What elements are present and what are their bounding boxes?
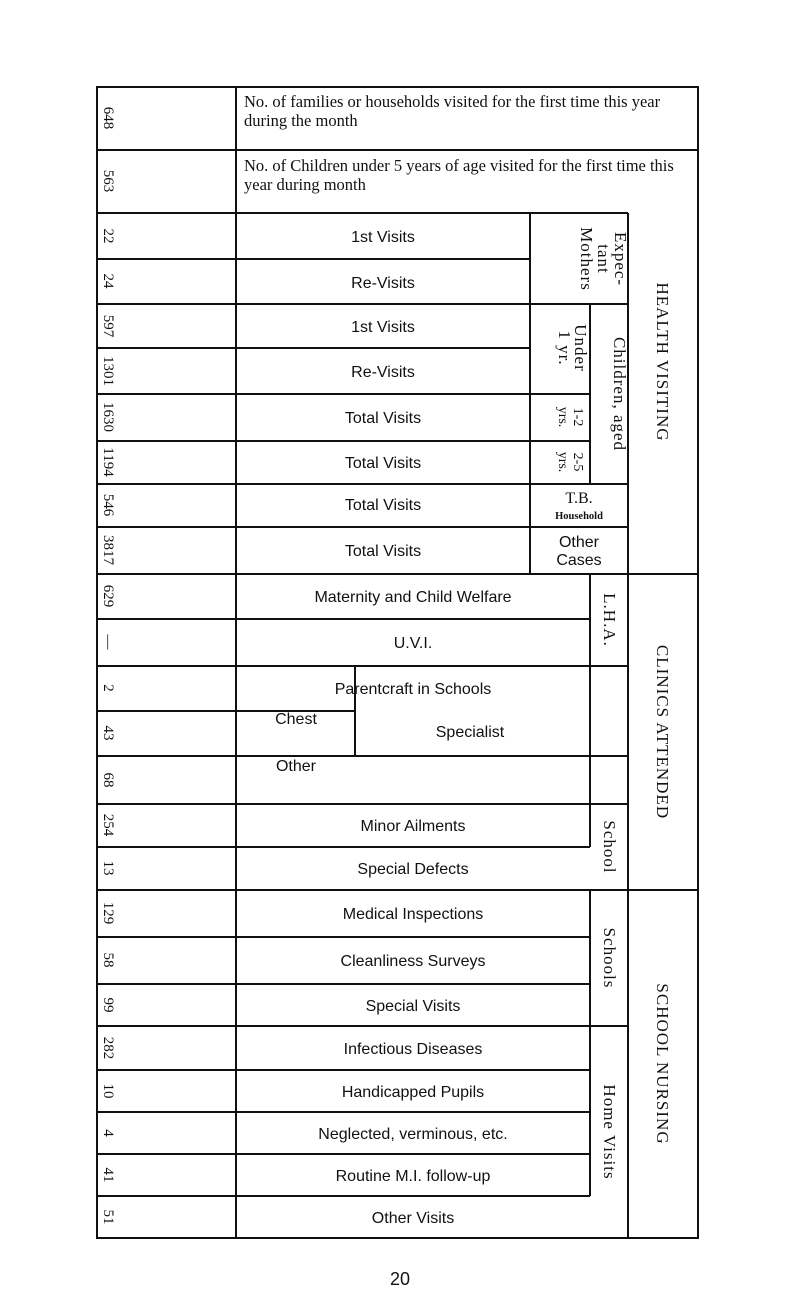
label-tb: Total Visits <box>344 497 422 514</box>
label-first-visit-children: No. of Children under 5 years of age visited for the first time this year during month <box>244 156 674 194</box>
label-other-visits: Other Visits <box>371 1210 455 1227</box>
value-neglected: 4 <box>100 1129 116 1137</box>
value-age2-5: 1194 <box>100 447 116 477</box>
label-age2-5: Total Visits <box>344 455 422 472</box>
label-infectious: Infectious Diseases <box>343 1041 483 1058</box>
group-school: School <box>600 820 619 874</box>
label-other-cases: Total Visits <box>344 543 422 560</box>
group-home-visits: Home Visits <box>600 1084 619 1180</box>
label-neglected: Neglected, verminous, etc. <box>318 1126 508 1143</box>
label-under1-first: 1st Visits <box>351 319 415 336</box>
label-under1-re: Re-Visits <box>351 364 415 381</box>
label-first-visit-families-wrap <box>244 92 692 148</box>
section-health-visiting: HEALTH VISITING <box>653 282 672 442</box>
group-labels <box>436 227 630 1179</box>
label-special-visits: Special Visits <box>365 998 461 1015</box>
label-parentcraft: Parentcraft in Schools <box>334 681 492 698</box>
label-age1-2: Total Visits <box>344 410 422 427</box>
value-minor-ailments: 254 <box>100 813 116 837</box>
group-schools: Schools <box>600 927 619 989</box>
label-expectant-re: Re-Visits <box>351 275 415 292</box>
value-under1-re: 1301 <box>100 356 116 386</box>
group-expectant-line1: Expec- <box>611 231 630 287</box>
group-expectant-line3: Mothers <box>577 227 596 291</box>
label-cleanliness: Cleanliness Surveys <box>340 953 486 970</box>
group-tb-line2: Household <box>555 511 603 522</box>
label-uvi: U.V.I. <box>393 635 433 652</box>
value-other-cases: 3817 <box>100 535 116 565</box>
group-age1-2-line1: 1-2 <box>570 407 585 427</box>
section-labels <box>653 282 672 1144</box>
label-medical-inspections: Medical Inspections <box>342 906 484 923</box>
label-first-visit-children-wrap <box>244 156 692 212</box>
value-other-specialist: 68 <box>100 772 116 788</box>
group-expectant-line2: tant <box>594 244 613 274</box>
label-expectant-first: 1st Visits <box>351 229 415 246</box>
value-other-visits: 51 <box>100 1209 116 1225</box>
page-number: 20 <box>389 1269 411 1289</box>
group-age1-2-line2: yrs. <box>555 406 570 428</box>
value-tb: 546 <box>100 493 116 517</box>
group-other-line2: Cases <box>556 552 602 569</box>
value-routine-mi: 41 <box>100 1167 116 1183</box>
value-first-visit-children: 563 <box>100 169 116 193</box>
label-handicapped: Handicapped Pupils <box>341 1084 485 1101</box>
section-clinics-attended: CLINICS ATTENDED <box>653 644 672 820</box>
value-maternity: 629 <box>100 584 116 608</box>
value-parentcraft: 2 <box>100 684 116 692</box>
value-first-visit-families: 648 <box>100 106 116 130</box>
group-under1-line2: 1 yr. <box>555 330 574 366</box>
group-specialist: Specialist <box>435 724 505 741</box>
value-medical-inspections: 129 <box>100 901 116 925</box>
value-special-visits: 99 <box>100 997 116 1013</box>
label-chest: Chest <box>275 711 317 728</box>
label-other-specialist: Other <box>275 758 317 775</box>
group-other-line1: Other <box>558 534 600 551</box>
group-under1-line1: Under <box>571 324 590 372</box>
section-school-nursing: SCHOOL NURSING <box>653 983 672 1145</box>
group-age2-5-line2: yrs. <box>555 451 570 473</box>
value-cleanliness: 58 <box>100 952 116 968</box>
group-lha: L.H.A. <box>600 593 619 647</box>
value-chest: 43 <box>100 725 116 741</box>
value-uvi: — <box>100 634 116 650</box>
value-under1-first: 597 <box>100 314 116 338</box>
group-children-aged: Children, aged <box>610 336 629 452</box>
label-minor-ailments: Minor Ailments <box>360 818 466 835</box>
value-expectant-re: 24 <box>100 273 116 289</box>
value-special-defects: 13 <box>100 860 116 876</box>
label-maternity: Maternity and Child Welfare <box>314 589 512 606</box>
label-routine-mi: Routine M.I. follow-up <box>335 1168 491 1185</box>
value-handicapped: 10 <box>100 1083 116 1099</box>
group-tb-line1: T.B. <box>565 490 593 507</box>
value-age1-2: 1630 <box>100 402 116 432</box>
label-special-defects: Special Defects <box>357 861 469 878</box>
label-first-visit-families: No. of families or households visited for the first time this year during the month <box>244 92 661 130</box>
value-infectious: 282 <box>100 1036 116 1060</box>
value-expectant-first: 22 <box>100 228 116 244</box>
group-age2-5-line1: 2-5 <box>570 452 585 472</box>
